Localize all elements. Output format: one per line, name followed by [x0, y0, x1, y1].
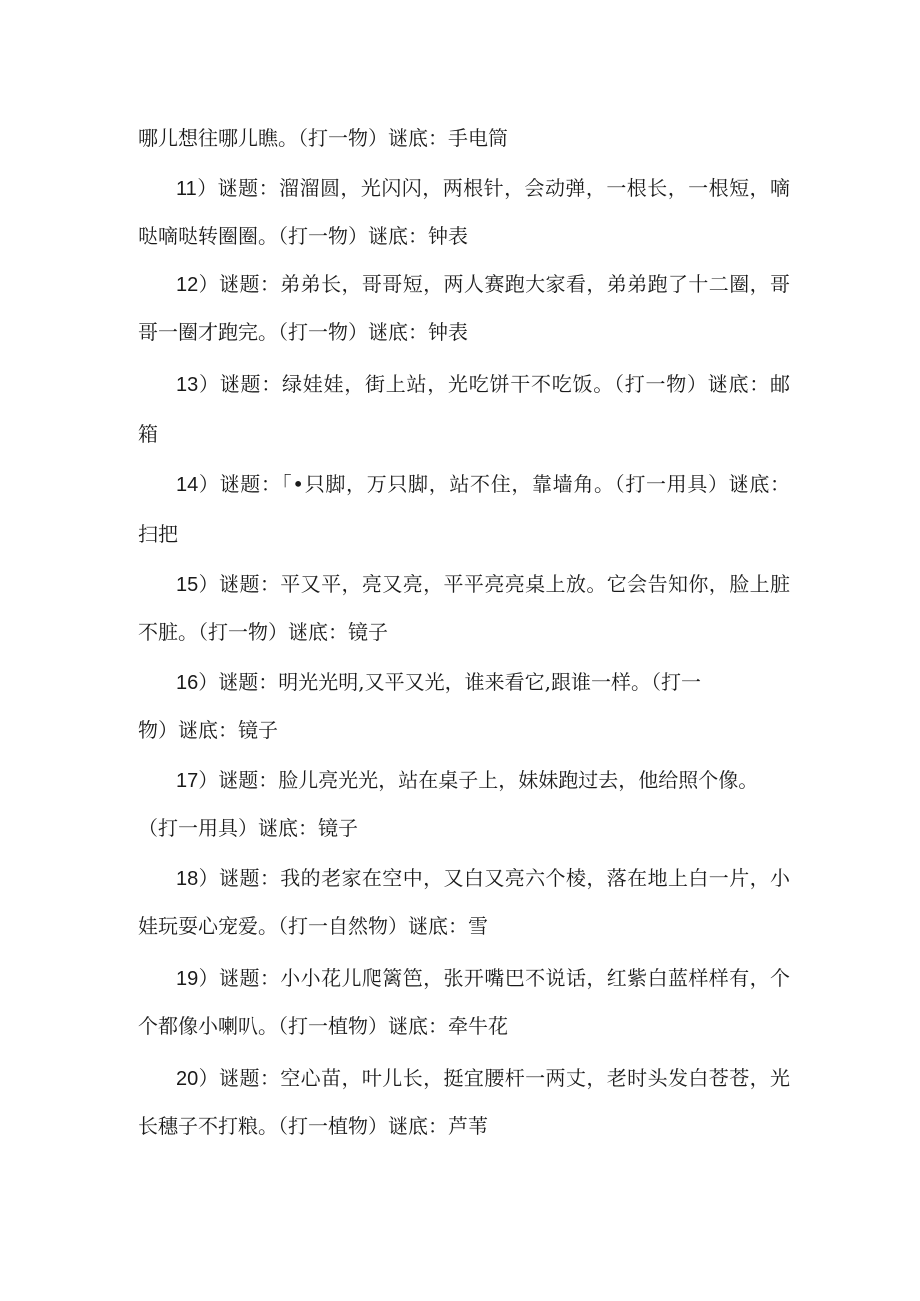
riddle-number: 19	[176, 968, 199, 990]
riddle-15-line-1: 15）谜题：平又平，亮又亮，平平亮亮桌上放。它会告知你，脸上脏	[176, 572, 790, 596]
riddle-number: 16	[176, 672, 199, 694]
riddle-number: 18	[176, 868, 199, 890]
riddle-19-line-1: 19）谜题：小小花儿爬篱笆，张开嘴巴不说话，红紫白蓝样样有，个	[176, 966, 790, 990]
riddle-20-line-2: 长穗子不打粮。（打一植物）谜底：芦苇	[138, 1114, 488, 1138]
riddle-18-line-2: 娃玩耍心宠爱。（打一自然物）谜底：雪	[138, 914, 488, 938]
riddle-13-line-2: 箱	[138, 422, 158, 446]
riddle-number: 13	[176, 374, 199, 396]
riddle-11-line-2: 哒嘀哒转圈圈。（打一物）谜底：钟表	[138, 224, 468, 248]
riddle-16-line-2: 物）谜底：镜子	[138, 718, 278, 742]
riddle-12-line-2: 哥一圈才跑完。（打一物）谜底：钟表	[138, 320, 468, 344]
riddle-18-line-1: 18）谜题：我的老家在空中，又白又亮六个棱，落在地上白一片，小	[176, 866, 790, 890]
riddle-13-line-1: 13）谜题：绿娃娃，街上站，光吃饼干不吃饭。（打一物）谜底：邮	[176, 372, 790, 396]
riddle-number: 12	[176, 274, 199, 296]
riddle-20-line-1: 20）谜题：空心苗，叶儿长，挺宜腰杆一两丈，老时头发白苍苍，光	[176, 1066, 790, 1090]
text-line: 哪儿想往哪儿瞧。（打一物）谜底：手电筒	[138, 126, 508, 150]
riddle-12-line-1: 12）谜题：弟弟长，哥哥短，两人赛跑大家看，弟弟跑了十二圈，哥	[176, 272, 790, 296]
riddle-11-line-1: 11）谜题：溜溜圆，光闪闪，两根针，会动弹，一根长，一根短，嘀	[176, 176, 790, 200]
riddle-14-line-1: 14）谜题：「•只脚，万只脚，站不住，靠墙角。（打一用具）谜底：	[176, 472, 790, 496]
riddle-number: 17	[176, 770, 199, 792]
riddle-19-line-2: 个都像小喇叭。（打一植物）谜底：牵牛花	[138, 1014, 508, 1038]
riddle-17-line-2: （打一用具）谜底：镜子	[138, 816, 358, 840]
riddle-17-line-1: 17）谜题：脸儿亮光光，站在桌子上，妹妹跑过去，他给照个像。	[176, 768, 759, 792]
riddle-number: 14	[176, 474, 199, 496]
riddle-number: 15	[176, 574, 199, 596]
riddle-number: 11	[176, 178, 197, 200]
riddle-14-line-2: 扫把	[138, 522, 178, 546]
riddle-16-line-1: 16）谜题：明光光明,又平又光，谁来看它,跟谁一样。（打一	[176, 670, 701, 694]
riddle-15-line-2: 不脏。（打一物）谜底：镜子	[138, 620, 388, 644]
riddle-number: 20	[176, 1068, 199, 1090]
